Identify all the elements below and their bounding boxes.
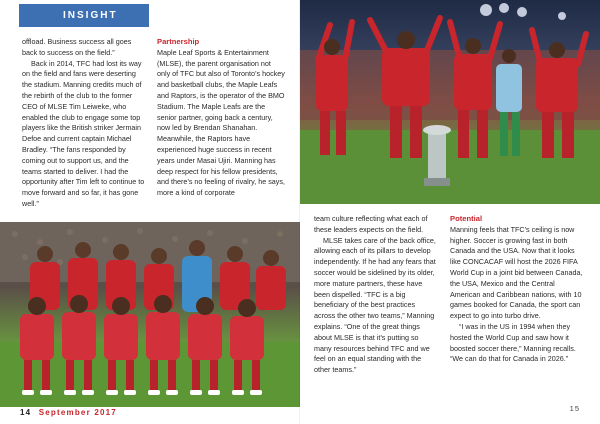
left-column-2: [157, 37, 285, 199]
right-column-2: [450, 214, 584, 365]
subheading-partnership: Partnership: [157, 37, 200, 46]
right-page: [300, 0, 600, 424]
issue-date: September 2017: [38, 408, 117, 417]
paragraph: “I was in the US in 1994 when they hosted the World Cup and saw how it boosted soccer there,” Manning recalls. “We can do that for Canada in 2026.”: [450, 321, 576, 364]
subheading-potential: Potential: [450, 214, 483, 223]
page-number-left: 14: [20, 408, 32, 417]
paragraph: Manning feels that TFC’s ceiling is now higher. Soccer is growing fast in both Canada and the USA. Now that it looks like CONCACAF will host the 2026 FIFA World Cup in a joint bid between Canada, the USA, Mexico and the Central American and Caribbean nations, with 10 games booked for Canada, the sport can expect to go into turbo drive.: [450, 224, 583, 321]
paragraph: Back in 2014, TFC had lost its way on the field and fans were deserting the stadium. Manning credits much of the rebirth of the club to the former CEO of MLSE Tim Leiweke, who enabled the club to engage some top players like the British striker Jermain Defoe and current captain Michael Bradley. “The fans responded by coming out to support us, and the teams started to deliver. I had the opportunity after Tim left to continue to move forward and so far, it has gone well.”: [22, 58, 145, 208]
paragraph: MLSE takes care of the back office, allowing each of its pillars to develop independently. If he had any fears that soccer would be sidelined by its older, more mature partners, these have been dispelled. “TFC is a big beneficiary of the best practices across the other two teams,” Manning explains. “One of the great things about MLSE is that it’s putting so many resources behind TFC and we feel on an equal standing with the other teams.”: [314, 235, 436, 375]
paragraph: offload. Business success all goes back to success on the field.”: [22, 37, 132, 57]
paragraph: Maple Leaf Sports & Entertainment (MLSE), the parent organisation not only of TFC but also of Toronto’s hockey and basketball clubs, the Maple Leafs and Raptors, is the operator of the BMO Stadium. The Maple Leafs are the senior partner, going back a century, now led by Brendan Shanahan. Meanwhile, the Raptors have experienced huge success in recent years under Masai Ujiri. Manning has deep respect for his fellow presidents, and there’s no feeling of rivalry, he says, more a kind of corporate: [157, 47, 285, 198]
footer-left: [20, 408, 117, 417]
celebration-photo: [300, 0, 600, 204]
team-photo: [0, 222, 300, 407]
paragraph: team culture reflecting what each of these leaders expects on the field.: [314, 214, 428, 234]
right-column-1: [314, 214, 436, 376]
section-tab: INSIGHT: [19, 4, 149, 27]
left-column-1: [22, 37, 146, 210]
page-number-right: 15: [569, 404, 580, 413]
